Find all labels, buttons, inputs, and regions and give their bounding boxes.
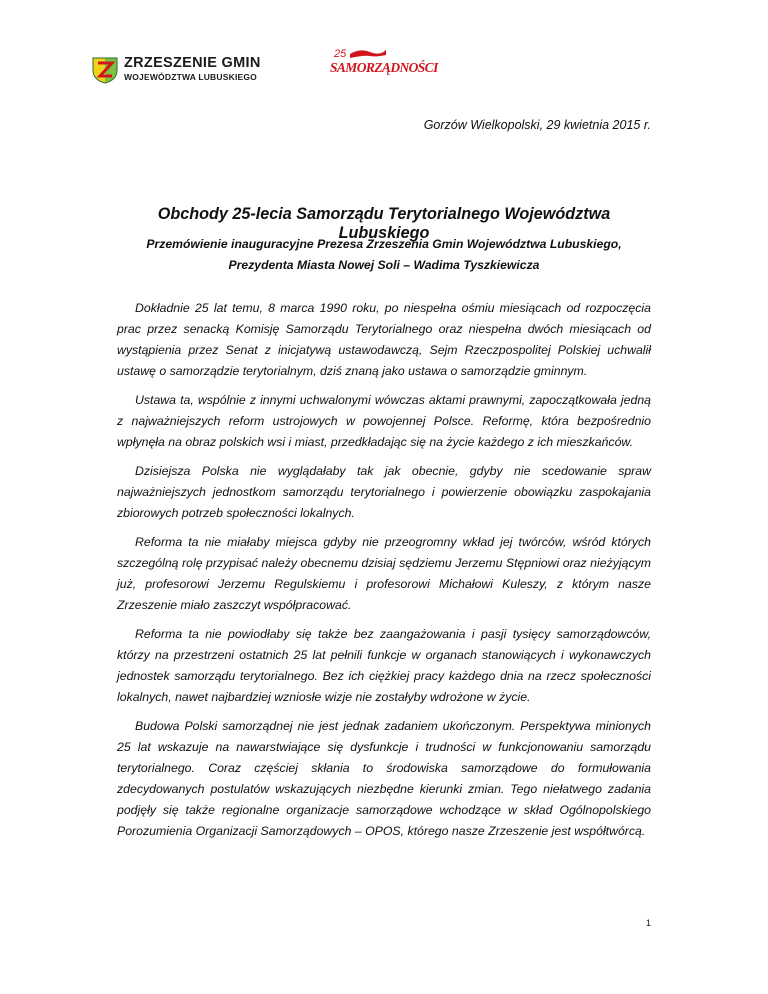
25-samorzadnosci-logo: [330, 48, 438, 84]
paragraph: Dzisiejsza Polska nie wyglądałaby tak jak obecnie, gdyby nie scedowanie spraw najważniejszych jednostkom samorządu terytorialnego i powierzenie obowiązku zaspokajania zbiorowych potrzeb społeczności lokalnych.: [117, 464, 651, 520]
logo-number: 25: [334, 48, 347, 60]
paragraph: Ustawa ta, wspólnie z innymi uchwalonymi wówczas aktami prawnymi, zapoczątkowała jedną z najważniejszych reform ustrojowych w powojennej Polsce. Reformę, która bezpośrednio wpłynęła na obraz polskich wsi i miast, przedkładając się na życie każdego z ich mieszkańców.: [117, 393, 651, 449]
flag-icon: [348, 48, 388, 60]
document-subtitle: [117, 234, 651, 276]
subtitle-line-2: Prezydenta Miasta Nowej Soli – Wadima Tyszkiewicza: [228, 258, 540, 272]
speech-text: [117, 298, 651, 850]
paragraph: Reforma ta nie miałaby miejsca gdyby nie przeogromny wkład jej twórców, wśród których szczególną rolę przypisać należy obecnemu dzisiaj sędziemu Jerzemu Stępniowi oraz nieżyjącym już, profesorowi Jerzemu Regulskiemu i profesorowi Michałowi Kuleszy, z którym nasze Zrzeszenie miało zaszczyt współpracować.: [117, 535, 651, 612]
document-date: Gorzów Wielkopolski, 29 kwietnia 2015 r.: [423, 118, 651, 132]
page-number: 1: [645, 918, 651, 928]
paragraph: Reforma ta nie powiodłaby się także bez zaangażowania i pasji tysięcy samorządowców, którzy na przestrzeni ostatnich 25 lat pełnili funkcje w organach stanowiących i wykonawczych jednostek samorządu terytorialnego. Bez ich ciężkiej pracy każdego dnia na rzecz społeczności lokalnych, nawet najbardziej wzniosłe wizje nie zostałyby wdrożone w życie.: [117, 627, 651, 704]
paragraph: Budowa Polski samorządnej nie jest jednak zadaniem ukończonym. Perspektywa minionych 25 lat wskazuje na nawarstwiające się dysfunkcje i trudności w funkcjonowaniu samorządu terytorialnego. Coraz częściej skłania to środowiska samorządowe do formułowania zdecydowanych postulatów wskazujących niezbędne kierunki zmian. Tego niełatwego zadania podjęły się także regionalne organizacje samorządowe wchodzące w skład Ogólnopolskiego Porozumienia Organizacji Samorządowych – OPOS, którego nasze Zrzeszenie jest współtwórcą.: [117, 719, 651, 838]
logo-subtitle: WOJEWÓDZTWA LUBUSKIEGO: [124, 72, 257, 82]
shield-emblem-icon: [90, 55, 120, 85]
logo-word: SAMORZĄDNOŚCI: [330, 60, 438, 75]
paragraph: Dokładnie 25 lat temu, 8 marca 1990 roku, po niespełna ośmiu miesiącach od rozpoczęcia prac przez senacką Komisję Samorządu Terytorialnego oraz niespełna dwóch miesiącach od wystąpienia przez Senat z inicjatywą ustawodawczą, Sejm Rzeczpospolitej Polskiej uchwalił ustawę o samorządzie terytorialnym, dziś znaną jako ustawa o samorządzie gminnym.: [117, 301, 651, 378]
subtitle-line-1: Przemówienie inauguracyjne Prezesa Zrzeszenia Gmin Województwa Lubuskiego,: [146, 237, 622, 251]
logo-title: ZRZESZENIE GMIN: [124, 55, 261, 71]
document-title: Obchody 25-lecia Samorządu Terytorialnego Województwa Lubuskiego: [157, 205, 611, 242]
document-header: [0, 0, 768, 100]
